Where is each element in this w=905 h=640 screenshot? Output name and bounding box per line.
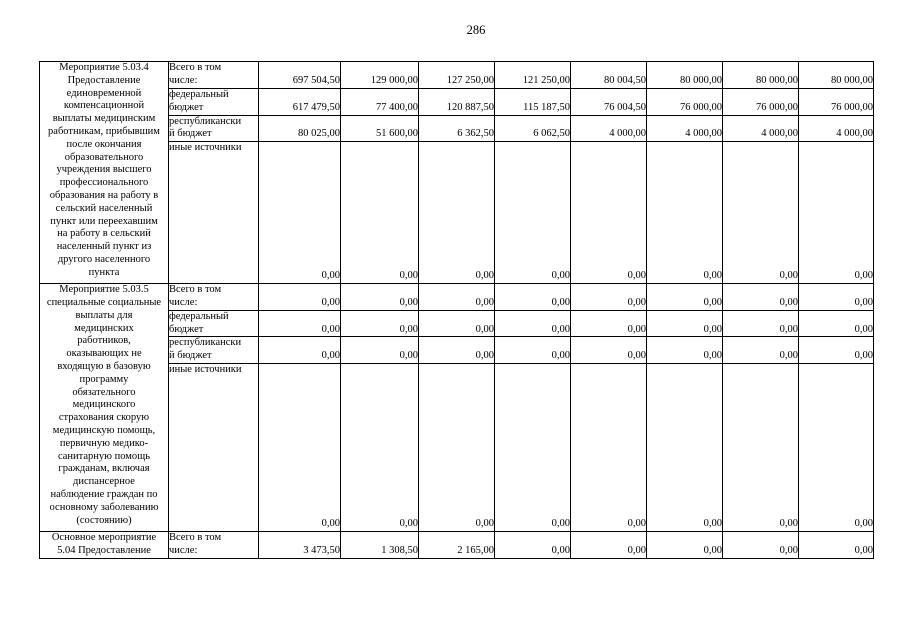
amount-cell: 0,00 [419, 337, 495, 364]
amount-cell: 0,00 [571, 142, 647, 284]
budget-table [39, 61, 874, 559]
amount-cell: 0,00 [723, 142, 799, 284]
amount-cell: 80 000,00 [723, 62, 799, 89]
amount-cell: 80 025,00 [259, 115, 341, 142]
funding-source-cell: иные источники [169, 142, 259, 284]
amount-cell: 0,00 [259, 142, 341, 284]
amount-cell: 0,00 [571, 531, 647, 558]
amount-cell: 0,00 [495, 337, 571, 364]
amount-cell: 0,00 [495, 284, 571, 311]
amount-cell: 80 004,50 [571, 62, 647, 89]
amount-cell: 0,00 [495, 310, 571, 337]
funding-source-cell: Всего в том числе: [169, 62, 259, 89]
amount-cell: 0,00 [799, 337, 874, 364]
amount-cell: 0,00 [341, 310, 419, 337]
funding-source-cell: иные источники [169, 363, 259, 531]
amount-cell: 0,00 [341, 142, 419, 284]
amount-cell: 0,00 [259, 363, 341, 531]
amount-cell: 0,00 [647, 337, 723, 364]
amount-cell: 76 000,00 [723, 89, 799, 116]
page-number: 286 [466, 23, 486, 37]
amount-cell: 77 400,00 [341, 89, 419, 116]
amount-cell: 0,00 [647, 142, 723, 284]
amount-cell: 0,00 [259, 284, 341, 311]
funding-source-cell: Всего в том числе: [169, 531, 259, 558]
amount-cell: 0,00 [799, 531, 874, 558]
funding-source-cell: республикански й бюджет [169, 115, 259, 142]
amount-cell: 0,00 [799, 310, 874, 337]
budget-table-body [40, 62, 874, 559]
amount-cell: 0,00 [495, 531, 571, 558]
amount-cell: 3 473,50 [259, 531, 341, 558]
amount-cell: 121 250,00 [495, 62, 571, 89]
funding-source-cell: федеральный бюджет [169, 89, 259, 116]
amount-cell: 4 000,00 [571, 115, 647, 142]
amount-cell: 0,00 [419, 310, 495, 337]
amount-cell: 0,00 [341, 337, 419, 364]
amount-cell: 4 000,00 [799, 115, 874, 142]
amount-cell: 0,00 [419, 142, 495, 284]
amount-cell: 0,00 [259, 337, 341, 364]
funding-source-cell: федеральный бюджет [169, 310, 259, 337]
amount-cell: 0,00 [799, 142, 874, 284]
amount-cell: 1 308,50 [341, 531, 419, 558]
amount-cell: 0,00 [723, 531, 799, 558]
measure-name-cell: Основное мероприятие 5.04 Предоставление [40, 531, 169, 558]
amount-cell: 0,00 [341, 284, 419, 311]
amount-cell: 617 479,50 [259, 89, 341, 116]
amount-cell: 6 062,50 [495, 115, 571, 142]
amount-cell: 4 000,00 [647, 115, 723, 142]
amount-cell: 0,00 [723, 310, 799, 337]
amount-cell: 0,00 [647, 284, 723, 311]
amount-cell: 0,00 [571, 284, 647, 311]
amount-cell: 0,00 [571, 363, 647, 531]
amount-cell: 0,00 [419, 284, 495, 311]
amount-cell: 80 000,00 [799, 62, 874, 89]
amount-cell: 4 000,00 [723, 115, 799, 142]
amount-cell: 129 000,00 [341, 62, 419, 89]
funding-source-cell: Всего в том числе: [169, 284, 259, 311]
amount-cell: 0,00 [495, 142, 571, 284]
funding-source-cell: республикански й бюджет [169, 337, 259, 364]
table-row [40, 62, 874, 89]
amount-cell: 0,00 [341, 363, 419, 531]
amount-cell: 76 000,00 [647, 89, 723, 116]
amount-cell: 697 504,50 [259, 62, 341, 89]
table-row [40, 531, 874, 558]
amount-cell: 51 600,00 [341, 115, 419, 142]
amount-cell: 0,00 [647, 310, 723, 337]
amount-cell: 0,00 [723, 284, 799, 311]
amount-cell: 2 165,00 [419, 531, 495, 558]
amount-cell: 0,00 [723, 337, 799, 364]
measure-name-cell: Мероприятие 5.03.4 Предоставление единовременной компенсационной выплаты медицинским работникам, прибывшим после окончания образовательного учреждения высшего профессионального образования на работу в сельский населенный пункт или переехавшим на работу в сельский населенный пункт из другого населенного пункта [40, 62, 169, 284]
amount-cell: 0,00 [259, 310, 341, 337]
amount-cell: 115 187,50 [495, 89, 571, 116]
amount-cell: 0,00 [647, 363, 723, 531]
amount-cell: 0,00 [723, 363, 799, 531]
amount-cell: 80 000,00 [647, 62, 723, 89]
measure-name-cell: Мероприятие 5.03.5 специальные социальные выплаты для медицинских работников, оказывающих не входящую в базовую программу обязательного медицинского страхования скорую медицинскую помощь, первичную медико- санитарную помощь гражданам, включая диспансерное наблюдение граждан по основному заболеванию (состоянию) [40, 284, 169, 532]
amount-cell: 76 004,50 [571, 89, 647, 116]
amount-cell: 76 000,00 [799, 89, 874, 116]
amount-cell: 127 250,00 [419, 62, 495, 89]
amount-cell: 120 887,50 [419, 89, 495, 116]
amount-cell: 0,00 [419, 363, 495, 531]
amount-cell: 6 362,50 [419, 115, 495, 142]
amount-cell: 0,00 [799, 284, 874, 311]
amount-cell: 0,00 [495, 363, 571, 531]
amount-cell: 0,00 [799, 363, 874, 531]
amount-cell: 0,00 [571, 310, 647, 337]
amount-cell: 0,00 [647, 531, 723, 558]
amount-cell: 0,00 [571, 337, 647, 364]
table-row [40, 284, 874, 311]
